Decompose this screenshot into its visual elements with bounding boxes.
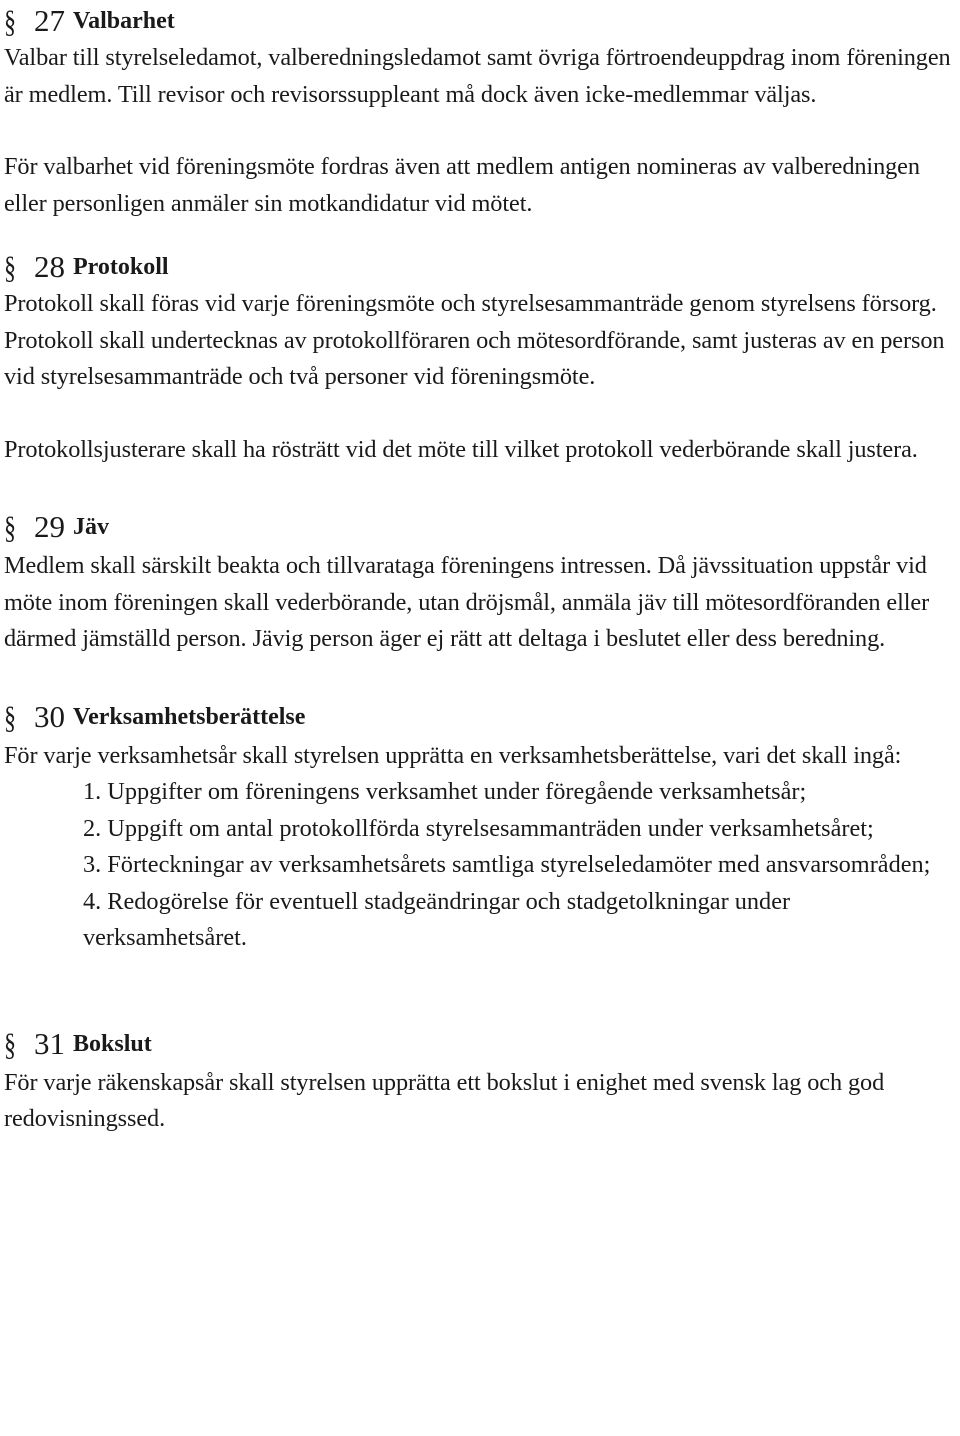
section-28-paragraph-2: Protokollsjusterare skall ha rösträtt vid det möte till vilket protokoll vederbörande skall justera. — [4, 435, 918, 463]
section-number: 30 — [34, 698, 65, 734]
section-number: 31 — [34, 1025, 65, 1061]
section-title: Valbarhet — [73, 8, 175, 34]
section-30-paragraph-1: För varje verksamhetsår skall styrelsen upprätta en verksamhetsberättelse, vari det skall ingå: — [4, 741, 902, 769]
section-27-paragraph-1: Valbar till styrelseledamot, valberedningsledamot samt övriga förtroendeuppdrag inom föreningen är medlem. Till revisor och revisorssuppleant må dock även icke-medlemmar väljas. — [4, 44, 951, 108]
section-27-heading — [4, 0, 956, 40]
section-symbol: § — [4, 249, 16, 285]
section-number: 29 — [34, 509, 65, 544]
section-symbol: § — [4, 3, 16, 39]
list-item: 4. Redogörelse för eventuell stadgeändringar och stadgetolkningar under verksamhetsåret. — [83, 887, 791, 951]
section-31-paragraph-1: För varje räkenskapsår skall styrelsen upprätta ett bokslut i enighet med svensk lag och god redovisningssed. — [4, 1068, 885, 1132]
list-item: 2. Uppgift om antal protokollförda styrelsesammanträden under verksamhetsåret; — [83, 814, 874, 842]
section-28-heading — [4, 246, 956, 286]
section-31-heading — [4, 1023, 956, 1063]
section-symbol: § — [4, 509, 16, 545]
list-item: 3. Förteckningar av verksamhetsårets samtliga styrelseledamöter med ansvarsområden; — [83, 851, 931, 878]
section-30-list — [4, 774, 943, 957]
section-27-paragraph-2: För valbarhet vid föreningsmöte fordras även att medlem antigen nomineras av valberedningen eller personligen anmäler sin motkandidatur vid mötet. — [4, 153, 920, 217]
section-title: Protokoll — [73, 254, 169, 280]
section-title: Jäv — [73, 514, 109, 540]
section-symbol: § — [4, 698, 16, 735]
section-title: Bokslut — [73, 1030, 152, 1057]
section-29-heading — [4, 506, 956, 546]
section-30-heading — [4, 696, 956, 736]
section-number: 27 — [34, 3, 65, 38]
section-29-paragraph-1: Medlem skall särskilt beakta och tillvarataga föreningens intressen. Då jävssituation uppstår vid möte inom föreningen skall vederbörande, utan dröjsmål, anmäla jäv till mötesordföranden eller därmed jämställd person. Jävig person äger ej rätt att deltaga i beslutet eller dess beredning. — [4, 552, 930, 652]
list-item: 1. Uppgifter om föreningens verksamhet under föregående verksamhetsår; — [83, 778, 807, 805]
section-title: Verksamhetsberättelse — [73, 703, 306, 730]
section-number: 28 — [34, 249, 65, 284]
document-body — [4, 0, 956, 1138]
section-symbol: § — [4, 1025, 16, 1062]
section-28-paragraph-1: Protokoll skall föras vid varje föreningsmöte och styrelsesammanträde genom styrelsens försorg. Protokoll skall undertecknas av protokollföraren och mötesordförande, samt justeras av en person vid styrelsesammanträde och två personer vid föreningsmöte. — [4, 290, 945, 390]
